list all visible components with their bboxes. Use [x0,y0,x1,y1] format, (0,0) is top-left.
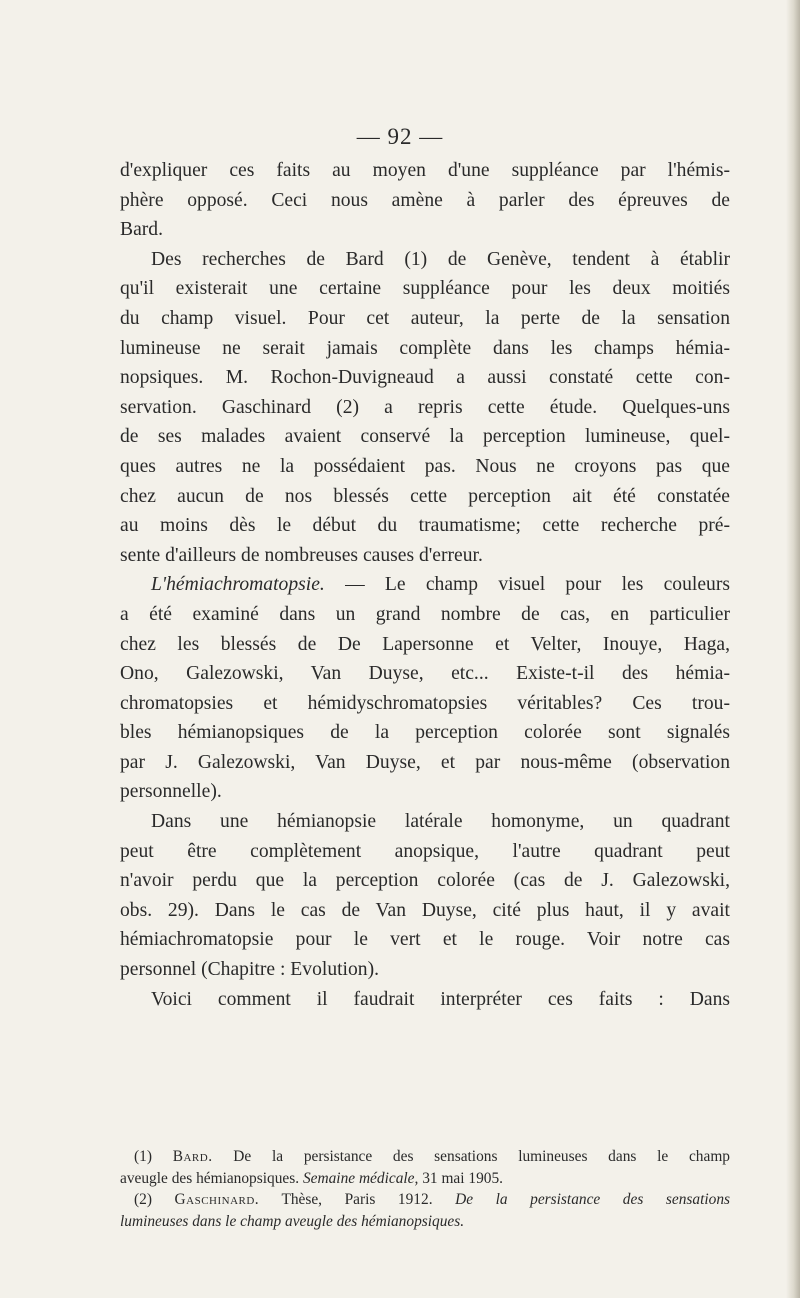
page-edge-shadow [786,0,800,1298]
footnote-text: Thèse, Paris 1912. [281,1191,433,1208]
text-line: Voici comment il faudrait interpréter ces faits : Dans [151,988,730,1010]
text-line: phère opposé. Ceci nous amène à parler des épreuves de [120,189,730,211]
footnote-2-line-2 [120,1211,730,1233]
text-line: servation. Gaschinard (2) a repris cette étude. Quelques-uns [120,396,730,418]
footnote-marker: (1) [134,1148,152,1165]
section-heading: L'hémiachromatopsie. [151,574,325,596]
text-line: nopsiques. M. Rochon-Duvigneaud a aussi constaté cette con- [120,367,730,389]
footnote-2-line-1 [120,1189,730,1211]
text-line: lumineuse ne serait jamais complète dans les champs hémia- [120,337,730,359]
footnote-marker: (2) [134,1191,152,1208]
text-line: bles hémianopsiques de la perception colorée sont signalés [120,722,730,744]
text-line: Dans une hémianopsie latérale homonyme, un quadrant [151,811,730,833]
text-line: hémiachromatopsie pour le vert et le rouge. Voir notre cas [120,929,730,951]
text-line: au moins dès le début du traumatisme; cette recherche pré- [120,515,730,537]
footnote-1-line-2 [120,1168,730,1190]
text-line: qu'il existerait une certaine suppléance pour les deux moitiés [120,278,730,300]
footnote-title: lumineuses dans le champ aveugle des hémianopsiques. [120,1212,465,1230]
footnote-author: Bard. [172,1148,213,1165]
text-line: chez les blessés de De Lapersonne et Velter, Inouye, Haga, [120,633,730,655]
text-line: peut être complètement anopsique, l'autre quadrant peut [120,840,730,862]
text-line: par J. Galezowski, Van Duyse, et par nous-même (observation [120,751,730,773]
text-line: chromatopsies et hémidyschromatopsies véritables? Ces trou- [120,692,730,714]
text-line: personnel (Chapitre : Evolution). [120,959,380,981]
footnote-date: 31 mai 1905. [422,1169,503,1187]
text-line: n'avoir perdu que la perception colorée (cas de J. Galezowski, [120,870,730,892]
text-line: d'expliquer ces faits au moyen d'une suppléance par l'hémis- [120,160,730,181]
text-line: obs. 29). Dans le cas de Van Duyse, cité plus haut, il y avait [120,899,730,921]
footnote-title: De la persistance des sensations [455,1191,731,1208]
text-line: Des recherches de Bard (1) de Genève, tendent à établir [151,248,730,270]
text-line: Ono, Galezowski, Van Duyse, etc... Existe-t-il des hémia- [120,663,730,685]
text-line: sente d'ailleurs de nombreuses causes d'erreur. [120,544,483,566]
text-line: Bard. [120,219,163,241]
footnote-author: Gaschinard. [174,1191,260,1208]
footnote-text: aveugle des hémianopsiques. [120,1169,300,1187]
text-line: du champ visuel. Pour cet auteur, la perte de la sensation [120,307,730,329]
text-line: de ses malades avaient conservé la perception lumineuse, quel- [120,426,730,448]
footnote-journal: Semaine médicale, [302,1169,419,1187]
footnote-text: De la persistance des sensations lumineuses dans le champ [233,1148,730,1165]
text-line: chez aucun de nos blessés cette perception ait été constatée [120,485,730,507]
text-segment: — Le champ visuel pour les couleurs [345,574,730,596]
text-line: a été examiné dans un grand nombre de cas, en particulier [120,603,730,625]
body-text [120,156,730,1014]
section-line [120,570,730,600]
page-number: — 92 — [356,124,444,149]
footnotes [120,1146,730,1232]
text-line: personnelle). [120,781,222,803]
footnote-1-line-1 [120,1146,730,1168]
text-line: ques autres ne la possédaient pas. Nous ne croyons pas que [120,455,730,477]
